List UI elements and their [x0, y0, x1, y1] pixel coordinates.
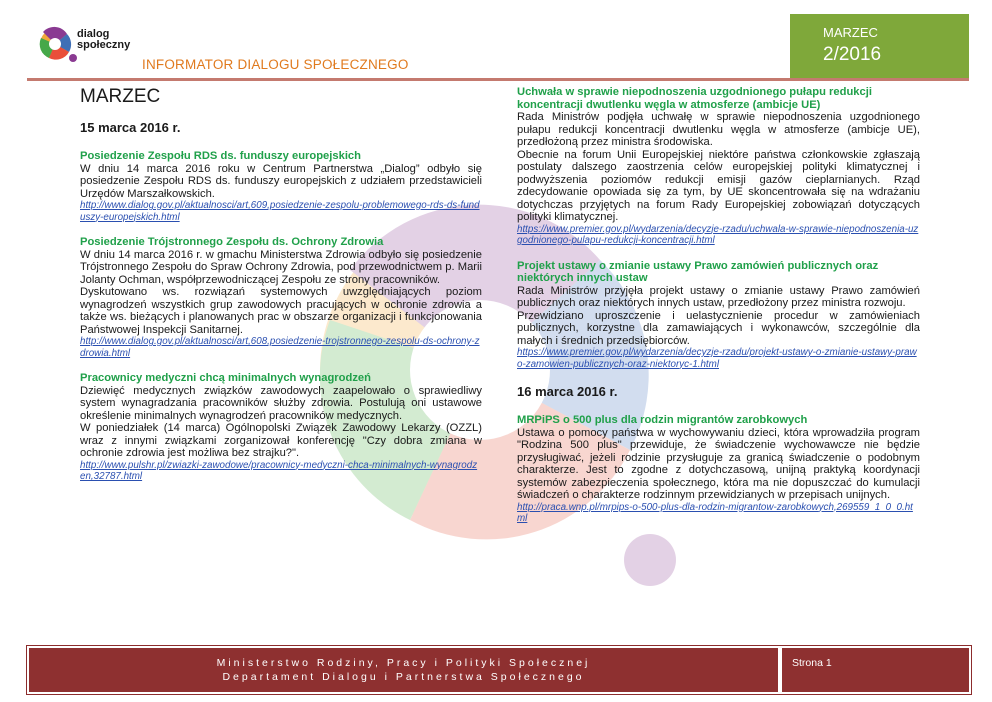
article-link[interactable]: http://www.dialog.gov.pl/aktualnosci/art,609,posiedzenie-zespolu-problemowego-rds-ds-funduszy-europejskich.html: [80, 200, 480, 223]
article-title: Uchwała w sprawie niepodnoszenia uzgodnionego pułapu redukcji koncentracji dwutlenku węgla w atmosferze (ambicje UE): [517, 86, 872, 111]
right-articles-bottom: [517, 414, 920, 525]
article-link[interactable]: https://www.premier.gov.pl/wydarzenia/decyzje-rzadu/uchwala-w-sprawie-niepodnoszenia-uzgodnionego-pulapu-redukcji-koncentracji.html: [517, 223, 919, 246]
footer-page-box: [782, 648, 969, 692]
issue-box: [790, 14, 969, 78]
article-title: Posiedzenie Trójstronnego Zespołu ds. Ochrony Zdrowia: [80, 236, 384, 248]
article-title: Posiedzenie Zespołu RDS ds. funduszy europejskich: [80, 150, 361, 162]
article: [517, 414, 920, 525]
footer-ministry: [29, 648, 778, 692]
page-footer: [26, 645, 972, 695]
issue-number: 2/2016: [823, 44, 882, 65]
article-title: MRPiPS o 500 plus dla rodzin migrantów zarobkowych: [517, 414, 808, 426]
article-title: Pracownicy medyczni chcą minimalnych wynagrodzeń: [80, 372, 371, 384]
article-link[interactable]: http://www.dialog.gov.pl/aktualnosci/art,608,posiedzenie-trojstronnego-zespolu-ds-ochrony-zdrowia.html: [80, 336, 480, 359]
article-paragraph: Obecnie na forum Unii Europejskiej niektóre państwa członkowskie zgłaszają postulaty dalszego zaostrzenia celów europejskiej polityki klimatycznej i podwyższenia poziomów redukcji emisji gazów cieplarnianych. Rząd zdecydowanie opowiada się za tym, by UE skoncentrowała się na wdrażaniu dotychczas przyjętych na forum Rady Europejskiej zobowiązań dotyczących polityki klimatycznej.: [517, 148, 920, 223]
article-link[interactable]: http://www.pulshr.pl/zwiazki-zawodowe/pracownicy-medyczni-chca-minimalnych-wynagrodzen,32787.html: [80, 459, 478, 482]
footer-line-1: Ministerstwo Rodziny, Pracy i Polityki Społecznej: [216, 657, 591, 669]
article-paragraph: Dyskutowano ws. rozwiązań systemowych uwzględniających poziom wynagrodzeń wszystkich grup zawodowych pracujących w ochronie zdrowia a także ws. bieżących i planowanych prac w obszarze organizacji i funkcjonowania Państwowej Inspekcji Sanitarnej.: [80, 286, 482, 336]
page-number: Strona 1: [792, 657, 832, 669]
date-heading: 16 marca 2016 r.: [517, 384, 618, 399]
article-paragraph: Ustawa o pomocy państwa w wychowywaniu dzieci, która wprowadziła program "Rodzina 500 plus" przewiduje, że świadczenie wychowawcze nie będzie przysługiwać, jeżeli rodzinie przysługuje za granicą świadczenie o podobnym charakterze. Jest to zgodne z dotychczasową, unijną praktyką koordynacji systemów zabezpieczenia społecznego, która ma nie dopuszczać do kumulacji świadczeń o charakterze rodzinnym przewidzianych w przepisach unijnych.: [517, 426, 920, 501]
article-paragraph: Dziewięć medycznych związków zawodowych zaapelowało o sprawiedliwy system wynagradzania pracowników służby zdrowia. Postulują oni ustawowe określenie minimalnych wynagrodzeń pracowników medycznych.: [80, 384, 482, 422]
left-articles: [80, 150, 482, 483]
left-column: [80, 86, 482, 496]
article-title: Projekt ustawy o zmianie ustawy Prawo zamówień publicznych oraz niektórych innych ustaw: [517, 259, 879, 284]
logo-line-1: dialog: [77, 28, 110, 40]
article-link[interactable]: http://praca.wnp.pl/mrpips-o-500-plus-dla-rodzin-migrantow-zarobkowych,269559_1_0_0.html: [517, 501, 913, 524]
logo-text: [77, 29, 130, 51]
article-paragraph: W dniu 14 marca 2016 roku w Centrum Partnerstwa „Dialog” odbyło się posiedzenie Zespołu RDS ds. funduszy europejskich z udziałem przedstawicieli Urzędów Marszałkowskich.: [80, 162, 482, 200]
page-header: [27, 14, 969, 81]
article: [80, 236, 482, 359]
article-paragraph: W dniu 14 marca 2016 r. w gmachu Ministerstwa Zdrowia odbyło się posiedzenie Trójstronnego Zespołu do Spraw Ochrony Zdrowia, pod przewodnictwem p. Marii Jolanty Ochman, współprzewodniczącej Zespołu ze strony pracowników.: [80, 248, 482, 286]
footer-line-2: Departament Dialogu i Partnerstwa Społecznego: [222, 671, 585, 683]
article: [80, 150, 482, 223]
article: [517, 86, 920, 247]
article: [80, 372, 482, 483]
article-link[interactable]: https://www.premier.gov.pl/wydarzenia/decyzje-rzadu/projekt-ustawy-o-zmianie-ustawy-prawo-zamowien-publicznych-oraz-niektoryc-1.html: [517, 347, 917, 370]
header-title: INFORMATOR DIALOGU SPOŁECZNEGO: [142, 57, 409, 72]
article-paragraph: Przewidziano uproszczenie i uelastycznienie procedur w zamówieniach publicznych, korzystne dla zamawiających i wykonawców, szczególnie dla małych i średnich przedsiębiorców.: [517, 309, 920, 347]
right-column: [517, 86, 920, 538]
article-paragraph: W poniedziałek (14 marca) Ogólnopolski Związek Zawodowy Lekarzy (OZZL) wraz z innymi związkami zorganizował konferencję "Czy dobra zmiana w ochronie zdrowia jest możliwa bez strajku?".: [80, 422, 482, 459]
page-title: MARZEC: [80, 86, 161, 107]
date-heading: 15 marca 2016 r.: [80, 120, 181, 135]
article-paragraph: Rada Ministrów podjęła uchwałę w sprawie niepodnoszenia uzgodnionego pułapu redukcji koncentracji dwutlenku węgla w atmosferze (ambicje UE), przedłożoną przez ministra środowiska.: [517, 111, 920, 148]
issue-month: MARZEC: [823, 25, 878, 40]
logo-line-2: społeczny: [77, 39, 131, 51]
right-articles-top: [517, 86, 920, 370]
article: [517, 260, 920, 371]
article-paragraph: Rada Ministrów przyjęła projekt ustawy o zmianie ustawy Prawo zamówień publicznych oraz niektórych innych ustaw, przedłożony przez ministra rozwoju.: [517, 284, 920, 309]
